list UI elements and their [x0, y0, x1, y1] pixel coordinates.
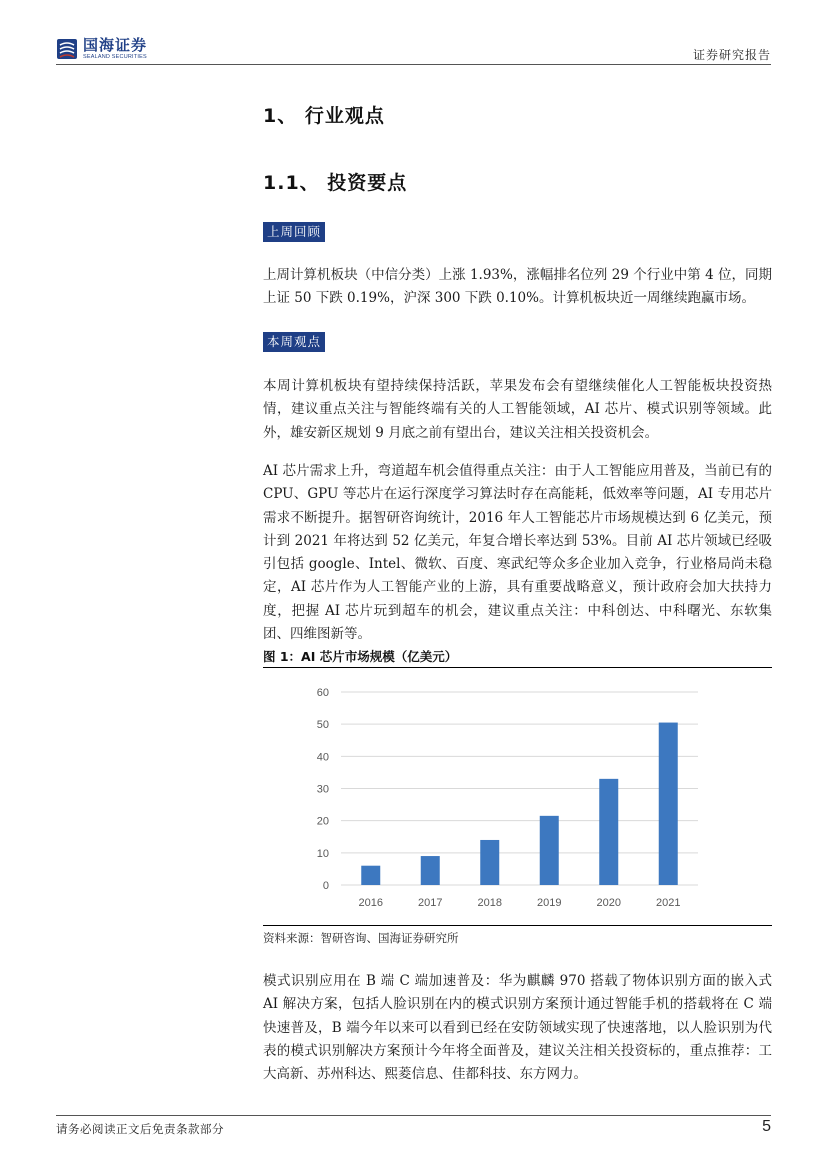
y-tick-label: 50: [316, 719, 329, 732]
paragraph-ai-chip: AI 芯片需求上升，弯道超车机会值得重点关注：由于人工智能应用普及，当前已有的 CPU、GPU 等芯片在运行深度学习算法时存在高能耗，低效率等问题，AI 专用芯片需求不断提升。据智研咨询统计，2016 年人工智能芯片市场规模达到 6 亿美元，预计到 2021 年将达到 52 亿美元，年复合增长率达到 53%。目前 AI 芯片领域已经吸引包括 google、Intel、微软、百度、寒武纪等众多企业加入竞争，行业格局尚未稳定，AI 芯片作为人工智能产业的上游，具有重要战略意义，预计政府会加大扶持力度，把握 AI 芯片玩到超车的机会，建议重点关注：中科创达、中科曙光、东软集团、四维图新等。: [263, 463, 772, 643]
x-tick-label: 2017: [418, 897, 443, 909]
x-tick-label: 2021: [656, 897, 681, 909]
header-divider: [56, 64, 771, 65]
y-tick-label: 10: [316, 847, 329, 860]
y-tick-label: 20: [316, 815, 329, 828]
section-title: 1、 行业观点: [263, 105, 385, 127]
figure-source: 资料来源：智研咨询、国海证券研究所: [263, 931, 459, 945]
logo-chinese-name: 国海证券: [83, 35, 148, 54]
y-tick-label: 30: [316, 783, 329, 796]
report-type-label: 证券研究报告: [692, 48, 771, 62]
bar-2020: [599, 779, 618, 885]
figure-bottom-rule: [263, 925, 772, 926]
figure-title: 图 1：AI 芯片市场规模（亿美元）: [263, 649, 458, 664]
page-number: 5: [762, 1118, 771, 1135]
x-tick-label: 2020: [596, 897, 621, 909]
footer-divider: [56, 1115, 771, 1116]
paragraph-this-week: 本周计算机板块有望持续保持活跃，苹果发布会有望继续催化人工智能板块投资热情，建议重点关注与智能终端有关的人工智能领域，AI 芯片、模式识别等领域。此外，雄安新区规划 9 月底之前有望出台，建议关注相关投资机会。: [263, 378, 772, 441]
logo-english-name: SEALAND SECURITIES: [83, 53, 147, 60]
footer-disclaimer: 请务必阅读正文后免责条款部分: [56, 1122, 224, 1136]
paragraph-last-week: 上周计算机板块（中信分类）上涨 1.93%，涨幅排名位列 29 个行业中第 4 位，同期上证 50 下跌 0.19%，沪深 300 下跌 0.10%。计算机板块近一周继续跑赢市场。: [263, 267, 772, 307]
tag-last-week: 上周回顾: [263, 222, 325, 242]
x-tick-label: 2019: [537, 897, 562, 909]
bar-2018: [480, 840, 499, 885]
x-tick-label: 2018: [477, 897, 502, 909]
bar-2017: [421, 856, 440, 885]
y-tick-label: 40: [316, 751, 329, 764]
subsection-title: 1.1、 投资要点: [263, 172, 408, 194]
bar-2016: [361, 866, 380, 885]
bar-2019: [540, 816, 559, 885]
page-header: [56, 36, 771, 62]
bar-2021: [659, 723, 678, 885]
ai-chip-market-bar-chart: [263, 672, 772, 922]
figure-top-rule: [263, 667, 772, 668]
y-tick-label: 60: [316, 687, 329, 699]
y-tick-label: 0: [322, 880, 329, 892]
company-logo: [56, 36, 147, 62]
sealand-logo-icon: [56, 38, 78, 60]
paragraph-pattern-recognition: 模式识别应用在 B 端 C 端加速普及：华为麒麟 970 搭载了物体识别方面的嵌入式 AI 解决方案，包括人脸识别在内的模式识别方案预计通过智能手机的搭载将在 C 端快速普及，B 端今年以来可以看到已经在安防领域实现了快速落地，以人脸识别为代表的模式识别解决方案预计今年将全面普及，建议关注相关投资标的，重点推荐：工大高新、苏州科达、熙菱信息、佳都科技、东方网力。: [263, 973, 772, 1083]
tag-this-week: 本周观点: [263, 332, 325, 352]
x-tick-label: 2016: [358, 897, 383, 909]
